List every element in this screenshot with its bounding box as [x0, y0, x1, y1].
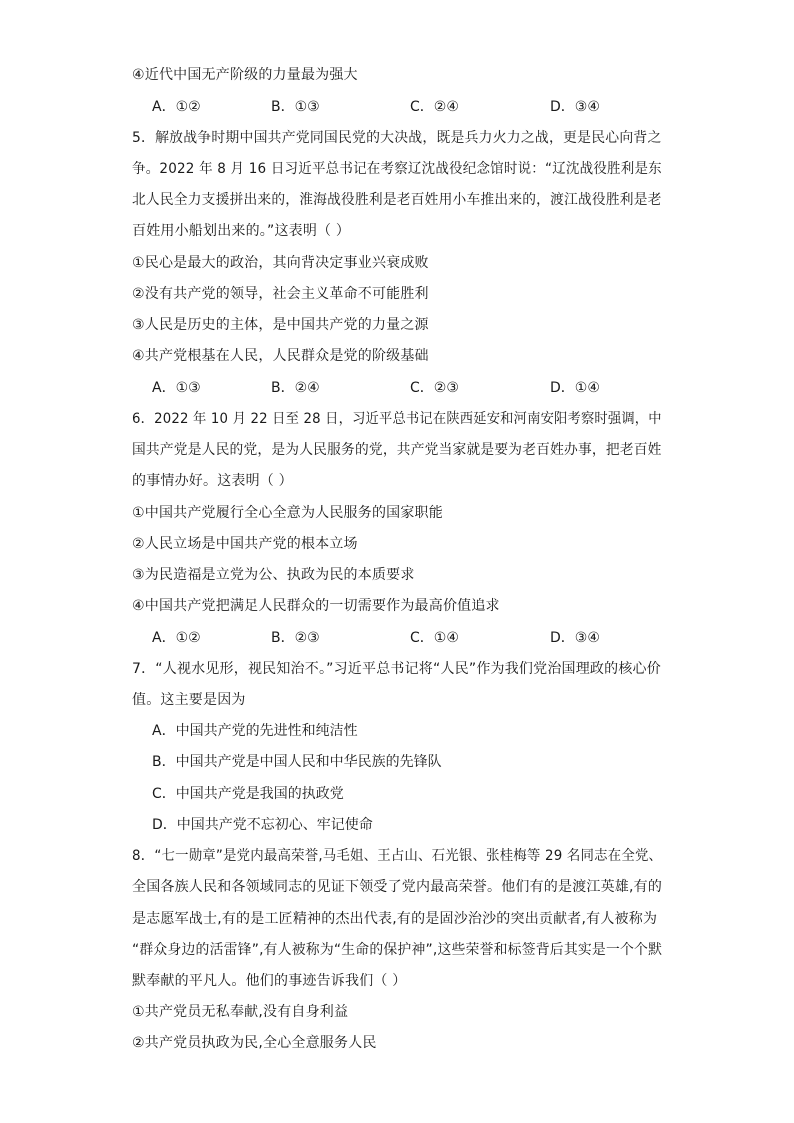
q8-stem-line-3: 是志愿军战士,有的是工匠精神的杰出代表,有的是固沙治沙的突出贡献者,有人被称为: [132, 911, 658, 927]
q6-item-2: ②人民立场是中国共产党的根本立场: [132, 536, 358, 552]
q8-stem-line-1: 8．“七一勋章”是党内最高荣誉,马毛姐、王占山、石光银、张桂梅等 29 名同志在全党、: [132, 848, 663, 864]
q5-option-a: A．①③: [152, 380, 201, 396]
q4-option-b: B．①③: [271, 99, 320, 115]
q8-item-1: ①共产党员无私奉献,没有自身利益: [132, 1004, 349, 1020]
q5-stem-line-2: 争。2022 年 8 月 16 日习近平总书记在考察辽沈战役纪念馆时说：“辽沈战役胜利是东: [132, 161, 662, 177]
q6-option-c: C．①④: [410, 630, 459, 646]
q5-stem-line-1: 5．解放战争时期中国共产党同国民党的大决战，既是兵力火力之战，更是民心向背之: [132, 130, 662, 146]
q8-stem-line-5: 默奉献的平凡人。他们的事迹告诉我们（ ）: [132, 973, 407, 989]
q6-item-3: ③为民造福是立党为公、执政为民的本质要求: [132, 567, 415, 583]
q5-item-4: ④共产党根基在人民，人民群众是党的阶级基础: [132, 348, 429, 364]
q5-option-b: B．②④: [271, 380, 320, 396]
q4-option-d: D．③④: [550, 99, 600, 115]
q6-item-4: ④中国共产党把满足人民群众的一切需要作为最高价值追求: [132, 598, 500, 614]
q5-option-c: C．②③: [410, 380, 459, 396]
q6-options: [152, 628, 672, 648]
q5-stem-line-3: 北人民全力支援拼出来的，淮海战役胜利是老百姓用小车推出来的，渡江战役胜利是老: [132, 192, 662, 208]
q6-stem-line-1: 6．2022 年 10 月 22 日至 28 日，习近平总书记在陕西延安和河南安阳考察时强调，中: [132, 411, 662, 427]
q5-item-3: ③人民是历史的主体，是中国共产党的力量之源: [132, 317, 429, 333]
q5-option-d: D．①④: [550, 380, 600, 396]
q7-option-d: D．中国共产党不忘初心、牢记使命: [152, 817, 373, 833]
q6-option-b: B．②③: [271, 630, 320, 646]
q7-option-b: B．中国共产党是中国人民和中华民族的先锋队: [152, 754, 442, 770]
q4-option-c: C．②④: [410, 99, 459, 115]
q8-stem-line-4: “群众身边的活雷锋”,有人被称为“生命的保护神”,这些荣誉和标签背后其实是一个个默: [132, 942, 663, 958]
q7-option-c: C．中国共产党是我国的执政党: [152, 786, 344, 802]
q4-options: [152, 97, 672, 117]
q7-stem-line-2: 值。这主要是因为: [132, 692, 246, 708]
q4-item-4: ④近代中国无产阶级的力量最为强大: [132, 67, 358, 83]
q8-stem-line-2: 全国各族人民和各领域同志的见证下领受了党内最高荣誉。他们有的是渡江英雄,有的: [132, 879, 663, 895]
q6-item-1: ①中国共产党履行全心全意为人民服务的国家职能: [132, 505, 443, 521]
q6-option-d: D．③④: [550, 630, 600, 646]
q6-stem-line-3: 的事情办好。这表明（ ）: [132, 473, 293, 489]
q5-item-2: ②没有共产党的领导，社会主义革命不可能胜利: [132, 286, 429, 302]
q5-item-1: ①民心是最大的政治，其向背决定事业兴衰成败: [132, 255, 429, 271]
q8-item-2: ②共产党员执政为民,全心全意服务人民: [132, 1035, 377, 1051]
q6-stem-line-2: 国共产党是人民的党，是为人民服务的党，共产党当家就是要为老百姓办事，把老百姓: [132, 442, 662, 458]
q4-option-a: A．①②: [152, 99, 201, 115]
q5-stem-line-4: 百姓用小船划出来的。”这表明（ ）: [132, 223, 351, 239]
q7-option-a: A．中国共产党的先进性和纯洁性: [152, 723, 358, 739]
q7-stem-line-1: 7．“人视水见形，视民知治不。”习近平总书记将“人民”作为我们党治国理政的核心价: [132, 661, 661, 677]
q5-options: [152, 378, 672, 398]
q6-option-a: A．①②: [152, 630, 201, 646]
